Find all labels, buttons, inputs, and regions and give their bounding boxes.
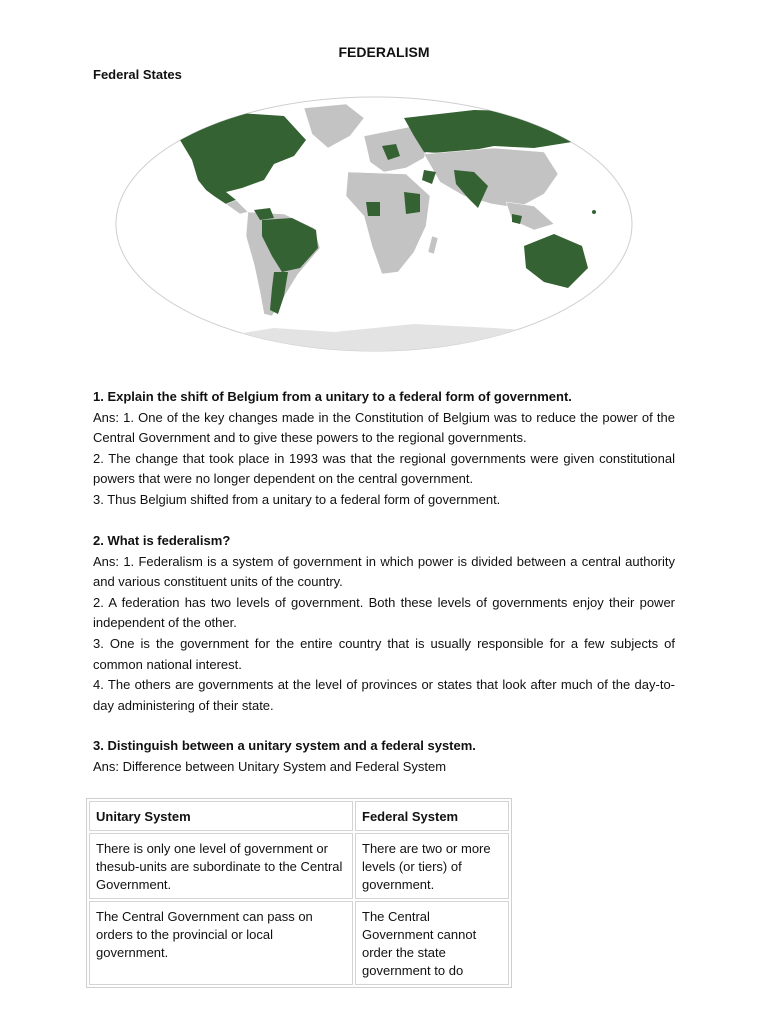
question-3-block	[93, 736, 675, 777]
table-cell: The Central Government cannot order the state government to do	[355, 901, 509, 985]
comparison-table	[86, 798, 512, 988]
table-row	[89, 833, 509, 899]
new-zealand-shape	[602, 282, 612, 298]
answer-2-line-1: Ans: 1. Federalism is a system of government in which power is divided between a central authority and various constituent units of the country.	[93, 553, 675, 590]
table-header-row	[89, 801, 509, 831]
question-2-block	[93, 531, 675, 716]
question-1-heading: 1. Explain the shift of Belgium from a unitary to a federal form of government.	[93, 389, 572, 404]
table-cell: There are two or more levels (or tiers) of government.	[355, 833, 509, 899]
table-header-cell: Unitary System	[89, 801, 353, 831]
section-subtitle: Federal States	[93, 67, 182, 82]
ethiopia-shape	[404, 192, 420, 214]
table-row	[89, 901, 509, 985]
page-title: FEDERALISM	[338, 44, 430, 60]
question-3-heading: 3. Distinguish between a unitary system and a federal system.	[93, 738, 476, 753]
answer-1-line-3: 3. Thus Belgium shifted from a unitary to a federal form of government.	[93, 491, 501, 507]
answer-3-intro: Ans: Difference between Unitary System and Federal System	[93, 758, 447, 774]
question-1-block	[93, 387, 675, 511]
table-cell: There is only one level of government or thesub-units are subordinate to the Central Government.	[89, 833, 353, 899]
answer-2-line-3: 3. One is the government for the entire country that is usually responsible for a few subjects of common national interest.	[93, 635, 675, 672]
answer-1-line-1: Ans: 1. One of the key changes made in the Constitution of Belgium was to reduce the power of the Central Government and to give these powers to the regional governments.	[93, 409, 675, 446]
answer-2-line-2: 2. A federation has two levels of government. Both these levels of governments enjoy their power independent of the other.	[93, 594, 675, 631]
answer-2-line-4: 4. The others are governments at the level of provinces or states that look after much of the day-to-day administering of their state.	[93, 677, 675, 713]
micronesia-shape	[592, 210, 596, 214]
question-2-heading: 2. What is federalism?	[93, 533, 231, 548]
nigeria-shape	[366, 202, 380, 216]
table-header-cell: Federal System	[355, 801, 509, 831]
table-cell: The Central Government can pass on orders to the provincial or local government.	[89, 901, 353, 985]
antarctica-shape	[214, 324, 594, 356]
federal-states-world-map	[114, 96, 634, 356]
answer-1-line-2: 2. The change that took place in 1993 was that the regional governments were given constitutional powers that were no longer dependent on the central government.	[93, 450, 675, 487]
